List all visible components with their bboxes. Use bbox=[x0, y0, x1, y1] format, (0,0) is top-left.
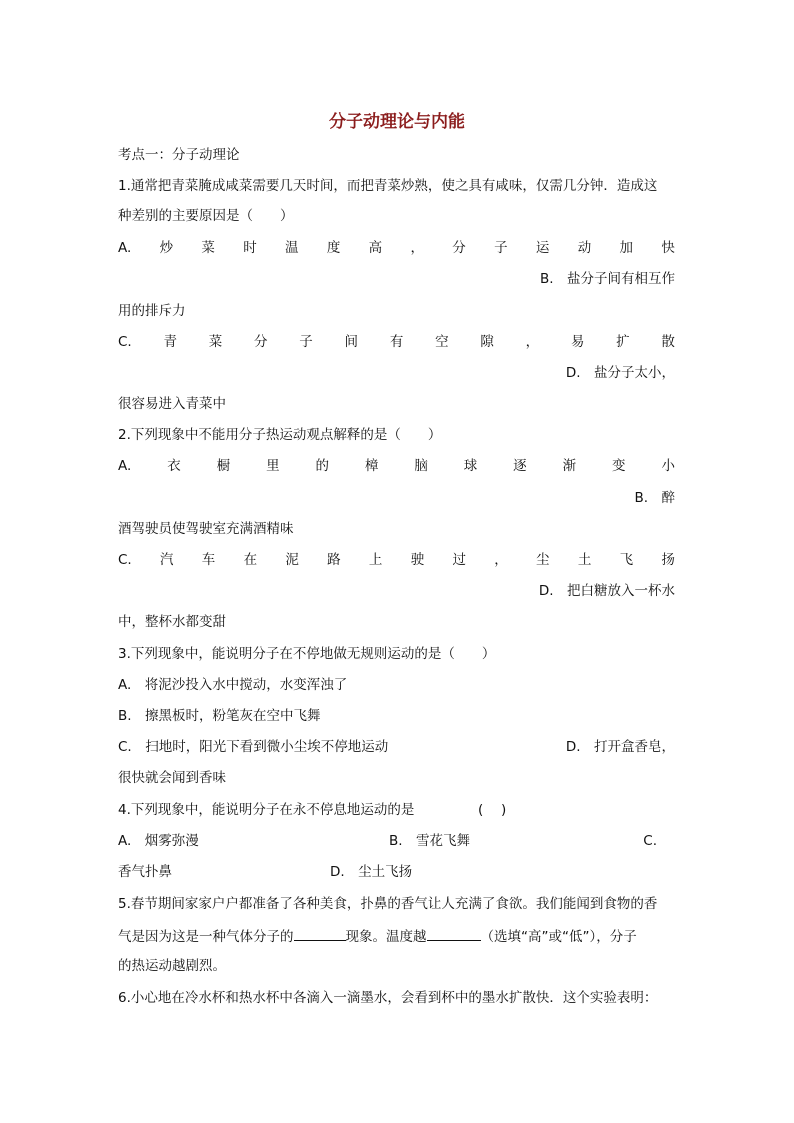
option-char: 分 bbox=[254, 334, 268, 350]
option-char: 隙 bbox=[480, 334, 494, 350]
option-char: 车 bbox=[201, 552, 216, 568]
question-4-option-c-cont: 香气扑鼻 bbox=[118, 864, 172, 880]
question-2-option-a bbox=[118, 457, 675, 475]
question-5-text-c: （选填“高”或“低”），分子 bbox=[480, 929, 637, 945]
option-char: 菜 bbox=[208, 334, 223, 350]
option-char: 炒 bbox=[159, 240, 174, 256]
question-1-stem: 1.通常把青菜腌成咸菜需要几天时间，而把青菜炒熟，使之具有咸味，仅需几分钟．造成这 bbox=[118, 178, 658, 194]
question-1-option-b: B. 盐分子间有相互作 bbox=[539, 271, 675, 287]
option-char: 高 bbox=[368, 240, 383, 256]
option-char: 汽 bbox=[160, 552, 174, 568]
question-3-option-a: A. 将泥沙投入水中搅动，水变浑浊了 bbox=[118, 677, 348, 693]
option-char: 在 bbox=[243, 552, 258, 568]
option-char: 飞 bbox=[619, 552, 634, 568]
option-char: 动 bbox=[577, 240, 592, 256]
option-char: 驶 bbox=[410, 552, 425, 568]
question-3-stem: 3.下列现象中，能说明分子在不停地做无规则运动的是（ ） bbox=[118, 646, 496, 662]
option-char: 上 bbox=[368, 552, 383, 568]
question-3-option-b: B. 擦黑板时，粉笔灰在空中飞舞 bbox=[118, 708, 321, 724]
option-char: 易 bbox=[570, 334, 585, 350]
question-1-option-c bbox=[118, 333, 675, 351]
question-1-option-d: D. 盐分子太小， bbox=[565, 365, 675, 381]
question-2-option-d-cont: 中，整杯水都变甜 bbox=[118, 614, 226, 630]
question-4-option-b: B. 雪花飞舞 bbox=[389, 833, 471, 849]
question-2-option-c bbox=[118, 551, 675, 569]
question-3-option-c: C. 扫地时，阳光下看到微小尘埃不停地运动 bbox=[118, 739, 389, 755]
option-char: 橱 bbox=[216, 458, 231, 474]
section-heading: 考点一：分子动理论 bbox=[118, 147, 240, 163]
option-char: 路 bbox=[327, 552, 341, 568]
option-char: 里 bbox=[266, 458, 280, 474]
option-char: A. bbox=[118, 240, 132, 256]
option-char: 菜 bbox=[201, 240, 215, 256]
option-char: 散 bbox=[661, 334, 675, 350]
option-char: 的 bbox=[315, 458, 329, 474]
fill-in-blank-1[interactable] bbox=[294, 926, 346, 941]
question-4-option-a: A. 烟雾弥漫 bbox=[118, 833, 199, 849]
page-title: 分子动理论与内能 bbox=[329, 112, 465, 132]
question-2-option-b: B. 醉 bbox=[634, 490, 675, 506]
option-char: 度 bbox=[326, 240, 341, 256]
option-char: C. bbox=[118, 552, 132, 568]
option-char: ， bbox=[525, 334, 540, 350]
option-char: 尘 bbox=[536, 552, 550, 568]
option-char: ， bbox=[494, 552, 508, 568]
question-4-option-c: C. bbox=[643, 833, 657, 849]
option-char: C. bbox=[118, 334, 132, 350]
question-5-stem-line2 bbox=[118, 926, 675, 946]
option-char: 衣 bbox=[167, 458, 181, 474]
option-char: 运 bbox=[535, 240, 550, 256]
question-5-text-a: 气是因为这是一种气体分子的 bbox=[118, 929, 294, 945]
option-char: 樟 bbox=[364, 458, 379, 474]
question-4-answer-paren: ( ) bbox=[478, 802, 507, 818]
question-6-stem: 6.小心地在冷水杯和热水杯中各滴入一滴墨水，会看到杯中的墨水扩散快．这个实验表明： bbox=[118, 990, 658, 1006]
question-1-option-a bbox=[118, 239, 675, 257]
option-char: 脑 bbox=[414, 458, 428, 474]
question-2-stem: 2.下列现象中不能用分子热运动观点解释的是（ ） bbox=[118, 427, 442, 443]
option-char: 扬 bbox=[661, 552, 675, 568]
option-char: 土 bbox=[577, 552, 592, 568]
question-3-option-d: D. 打开盒香皂， bbox=[565, 739, 675, 755]
question-1-option-b-cont: 用的排斥力 bbox=[118, 303, 186, 319]
option-char: 有 bbox=[389, 334, 404, 350]
option-char: 青 bbox=[163, 334, 177, 350]
option-char: 扩 bbox=[616, 334, 630, 350]
option-char: 变 bbox=[612, 458, 626, 474]
question-2-option-d: D. 把白糖放入一杯水 bbox=[538, 583, 675, 599]
option-char: 子 bbox=[494, 240, 508, 256]
option-char: 过 bbox=[452, 552, 466, 568]
option-char: 小 bbox=[661, 458, 675, 474]
question-3-option-d-cont: 很快就会闻到香味 bbox=[118, 770, 226, 786]
option-char: 分 bbox=[452, 240, 466, 256]
option-char: 球 bbox=[463, 458, 478, 474]
option-char: 泥 bbox=[285, 552, 299, 568]
question-1-option-d-cont: 很容易进入青菜中 bbox=[118, 396, 226, 412]
question-5-text-b: 现象。温度越 bbox=[345, 929, 427, 945]
fill-in-blank-2[interactable] bbox=[427, 926, 481, 941]
option-char: 子 bbox=[299, 334, 313, 350]
option-char: ， bbox=[410, 240, 424, 256]
option-char: 加 bbox=[619, 240, 634, 256]
option-char: 间 bbox=[344, 334, 359, 350]
option-char: 逐 bbox=[513, 458, 527, 474]
question-4-stem: 4.下列现象中，能说明分子在永不停息地运动的是 bbox=[118, 802, 415, 818]
question-5-stem: 5.春节期间家家户户都准备了各种美食，扑鼻的香气让人充满了食欲。我们能闻到食物的香 bbox=[118, 896, 658, 912]
option-char: A. bbox=[118, 458, 132, 474]
question-4-option-d: D. 尘土飞扬 bbox=[330, 864, 413, 880]
question-2-option-b-cont: 酒驾驶员使驾驶室充满酒精味 bbox=[118, 521, 294, 537]
option-char: 快 bbox=[661, 240, 675, 256]
question-1-stem-cont: 种差别的主要原因是（ ） bbox=[118, 208, 294, 224]
option-char: 渐 bbox=[562, 458, 577, 474]
option-char: 空 bbox=[435, 334, 449, 350]
question-5-stem-line3: 的热运动越剧烈。 bbox=[118, 958, 226, 974]
option-char: 时 bbox=[243, 240, 257, 256]
option-char: 温 bbox=[285, 240, 299, 256]
